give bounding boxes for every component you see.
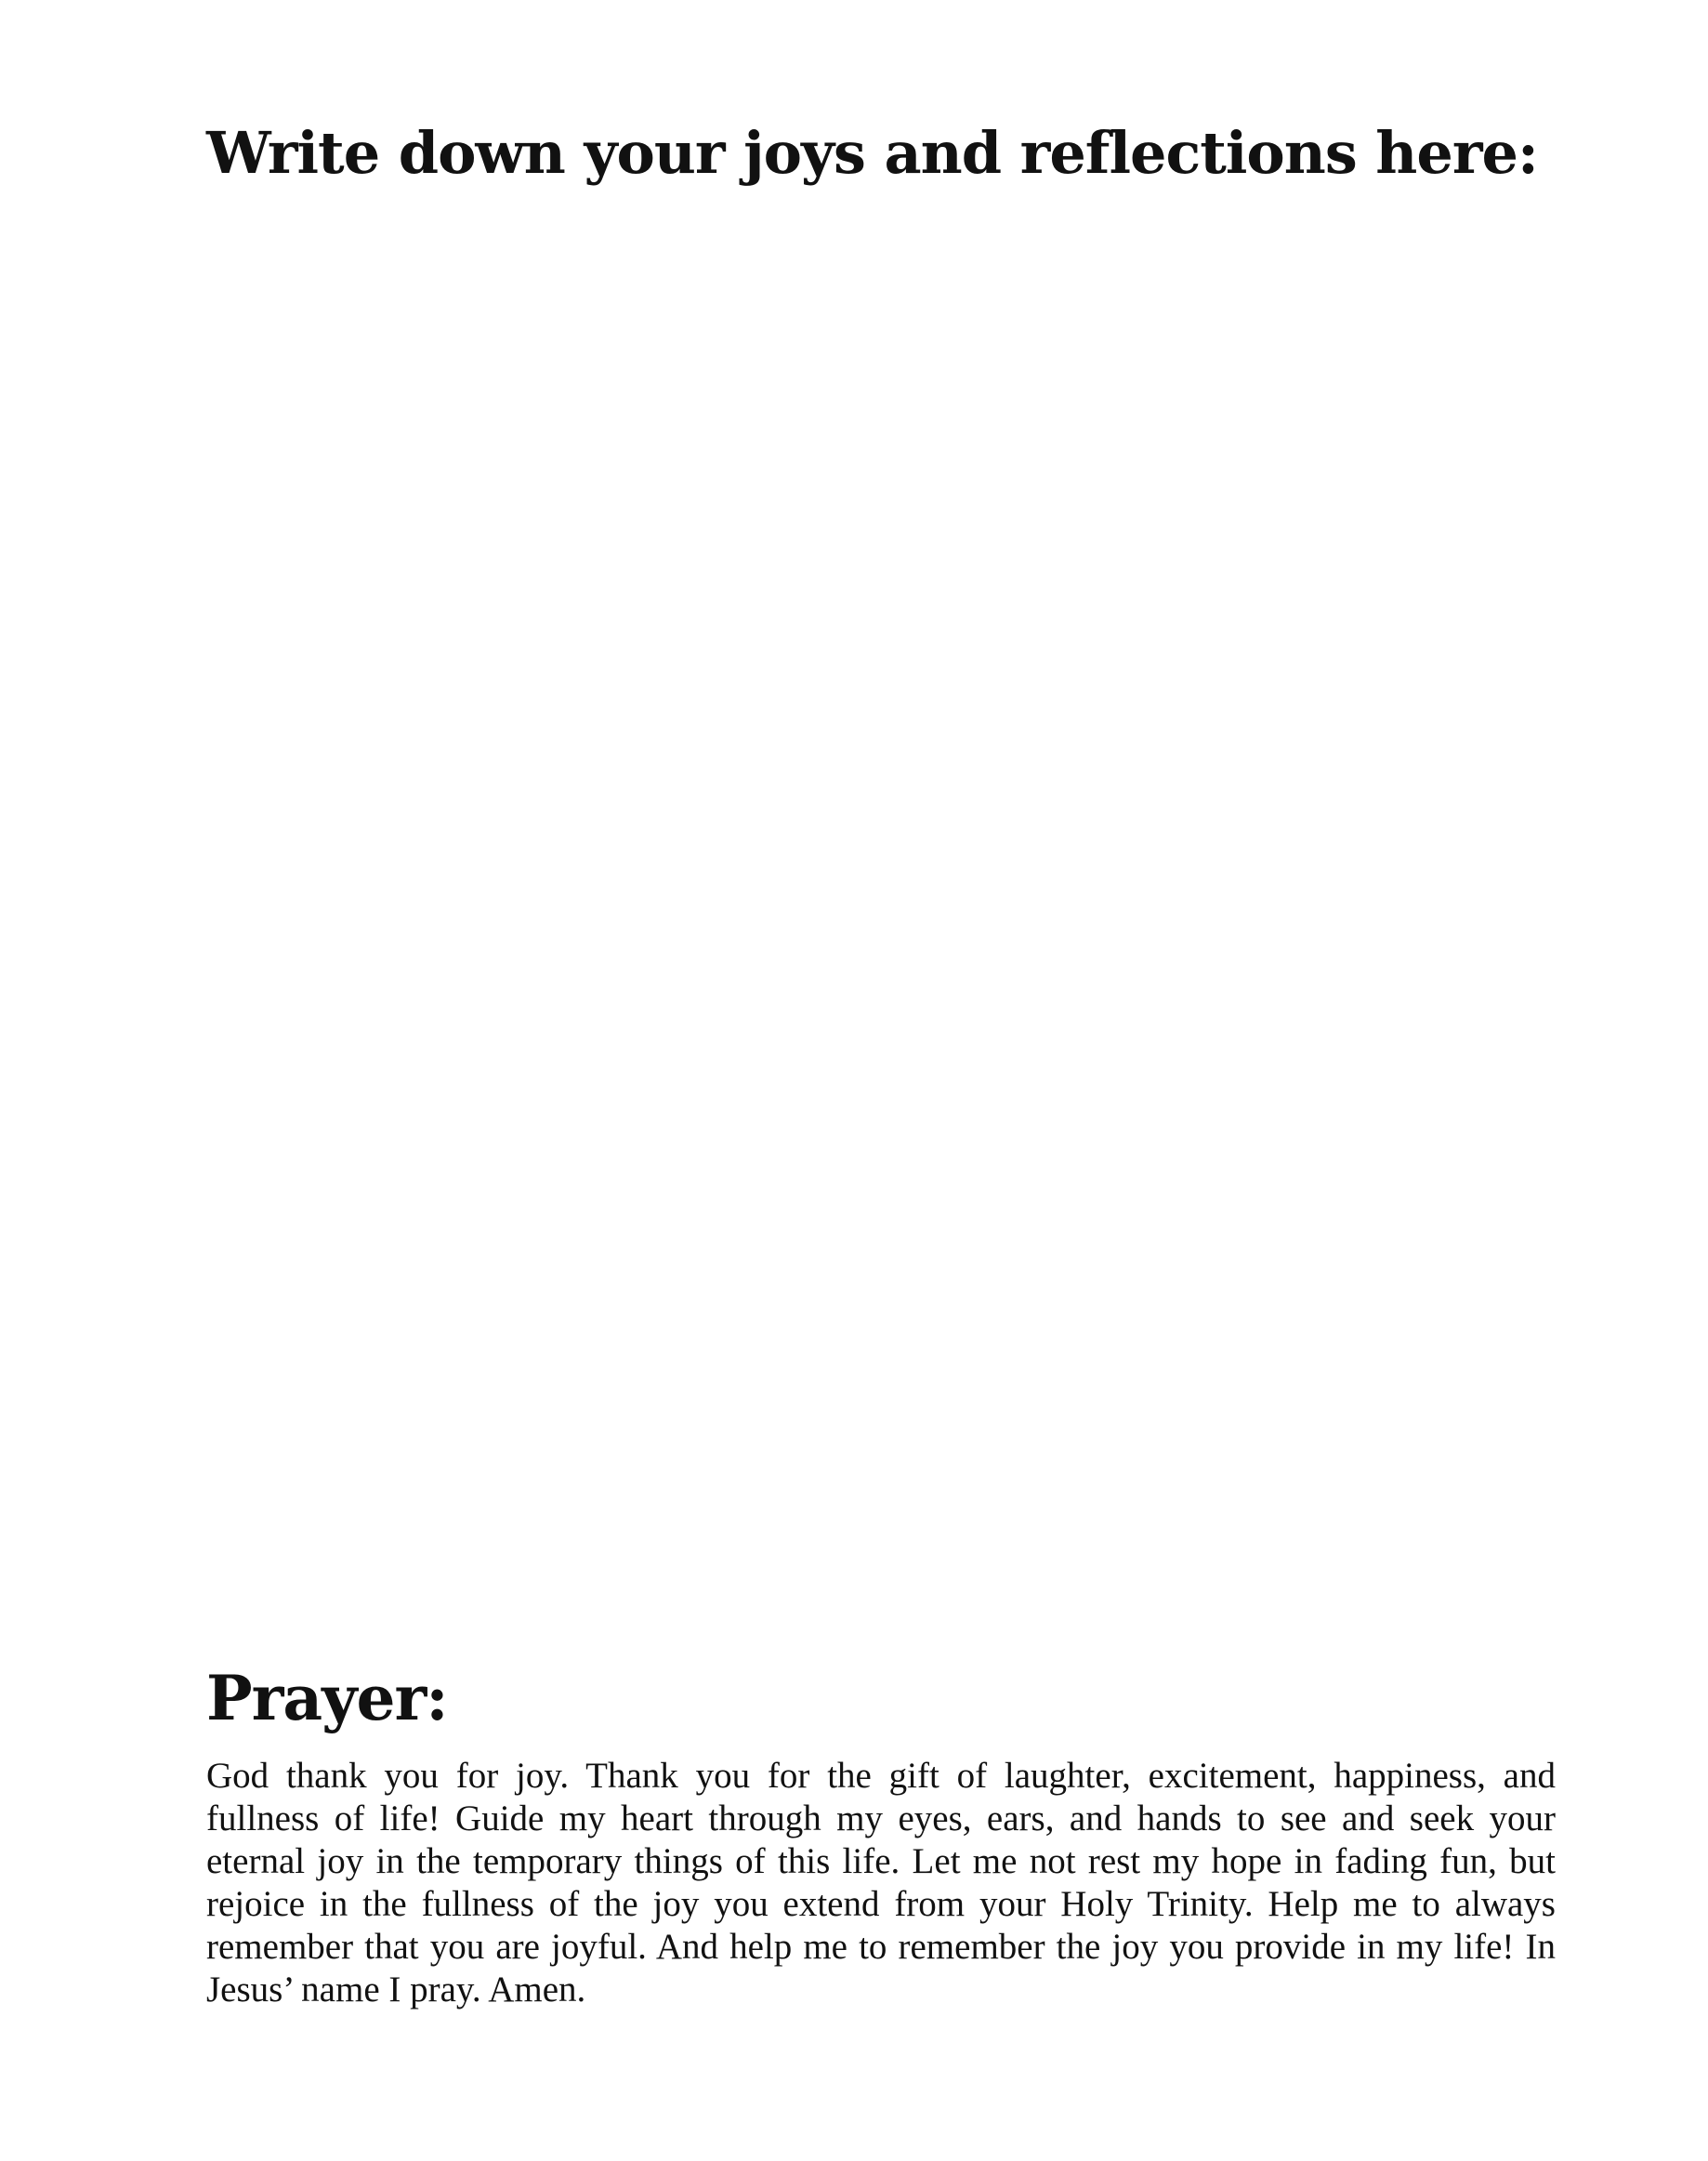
reflection-heading: Write down your joys and reflections here: xyxy=(206,119,1538,187)
reflection-writing-area xyxy=(206,242,1556,1654)
prayer-heading: Prayer: xyxy=(206,1662,448,1734)
prayer-section xyxy=(206,1664,1556,2011)
prayer-text: God thank you for joy. Thank you for the gift of laughter, excitement, happiness, and fullness of life! Guide my heart through my eyes, ears, and hands to see and seek your eternal joy in the temporary things of this life. Let me not rest my hope in fading fun, but rejoice in the fullness of the joy you extend from your Holy Trinity. Help me to always remember that you are joyful. And help me to remember the joy you provide in my life! In Jesus’ name I pray. Amen. xyxy=(206,1755,1556,2009)
